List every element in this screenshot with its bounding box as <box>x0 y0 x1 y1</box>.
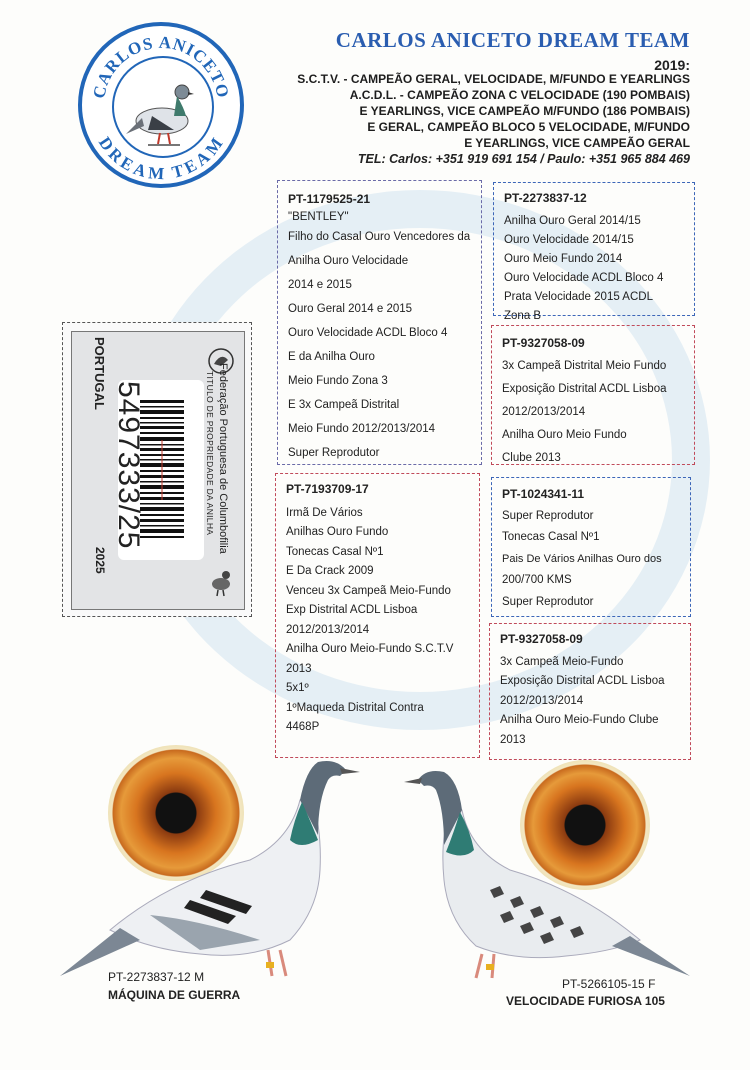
box-line: Ouro Velocidade ACDL Bloco 4 <box>288 327 448 339</box>
box-line: 3x Campeã Meio-Fundo <box>500 655 624 668</box>
male-name-caption: MÁQUINA DE GUERRA <box>108 988 241 1002</box>
box-line: E Da Crack 2009 <box>286 565 374 577</box>
card-country: PORTUGAL <box>92 337 107 410</box>
box-line: Tonecas Casal Nº1 <box>286 545 384 558</box>
box-line: Prata Velocidade 2015 ACDL <box>504 291 653 303</box>
box-line: Ouro Geral 2014 e 2015 <box>288 303 413 315</box>
female-name-caption: VELOCIDADE FURIOSA 105 <box>506 994 665 1008</box>
box-line: Zona B <box>504 310 542 322</box>
box-line: Exposição Distrital ACDL Lisboa <box>502 383 667 395</box>
logo-text-bottom: DREAM TEAM <box>94 133 228 184</box>
box-ring-number: PT-1179525-21 <box>288 192 371 206</box>
box-line: Meio Fundo 2012/2013/2014 <box>288 423 436 435</box>
pedigree-box-dam <box>275 473 480 758</box>
pedigree-box-granddam <box>491 325 695 465</box>
card-ring-number: 5497333/25 <box>112 381 145 550</box>
box-line: Anilha Ouro Velocidade <box>288 255 409 267</box>
card-title: TITULO DE PROPRIEDADE DA ANILHA <box>205 371 215 536</box>
box-line: Super Reprodutor <box>502 509 594 522</box>
logo-pigeon-icon <box>126 85 194 145</box>
box-line: Ouro Velocidade 2014/15 <box>504 234 634 246</box>
card-federation: Federação Portuguesa de Columbofilia <box>217 363 229 554</box>
header-year: 2019: <box>654 57 690 73</box>
box-line: 5x1º <box>286 682 309 694</box>
box-line: 2013 <box>500 733 526 746</box>
box-line: 2012/2013/2014 <box>286 623 370 636</box>
pedigree-box-sire <box>277 180 482 465</box>
box-line: E 3x Campeã Distrital <box>288 399 400 411</box>
box-line: Ouro Meio Fundo 2014 <box>504 253 623 265</box>
box-line: "BENTLEY" <box>288 211 349 223</box>
box-line: Super Reprodutor <box>502 595 594 608</box>
box-ring-number: PT-9327058-09 <box>502 336 585 350</box>
box-line: Filho do Casal Ouro Vencedores da <box>288 231 471 243</box>
achievement-line: E YEARLINGS, VICE CAMPEÃO M/FUNDO (186 POMBAIS) <box>359 104 690 118</box>
box-ring-number: PT-7193709-17 <box>286 482 369 496</box>
logo-emblem <box>82 26 240 184</box>
team-logo <box>78 22 244 188</box>
male-ring-caption: PT-2273837-12 M <box>108 970 205 984</box>
box-line: 1ºMaqueda Distrital Contra <box>286 701 424 714</box>
box-line: Pais De Vários Anilhas Ouro dos <box>502 552 662 565</box>
logo-text-top: CARLOS ANICETO <box>89 32 233 101</box>
box-line: Clube 2013 <box>502 452 561 464</box>
box-line: 3x Campeã Distrital Meio Fundo <box>502 360 667 372</box>
female-pigeon-illustration <box>404 771 690 978</box>
box-line: 200/700 KMS <box>502 574 572 586</box>
box-line: 4468P <box>286 721 320 733</box>
team-title: CARLOS ANICETO DREAM TEAM <box>335 28 690 52</box>
box-line: Anilhas Ouro Fundo <box>286 526 389 538</box>
box-line: Super Reprodutor <box>288 447 380 459</box>
box-line: 2012/2013/2014 <box>502 406 586 418</box>
box-line: Venceu 3x Campeã Meio-Fundo <box>286 584 451 597</box>
box-line: Anilha Ouro Meio Fundo <box>502 429 627 441</box>
box-line: 2014 e 2015 <box>288 279 352 291</box>
box-line: E da Anilha Ouro <box>288 351 375 363</box>
achievement-line: E GERAL, CAMPEÃO BLOCO 5 VELOCIDADE, M/FUNDO <box>367 120 690 134</box>
box-line: Tonecas Casal Nº1 <box>502 531 600 543</box>
box-ring-number: PT-2273837-12 <box>504 191 587 205</box>
female-ring-caption: PT-5266105-15 F <box>562 977 656 991</box>
box-line: Meio Fundo Zona 3 <box>288 375 388 387</box>
contact-phone: TEL: Carlos: +351 919 691 154 / Paulo: +351 965 884 469 <box>357 152 690 166</box>
achievement-line: S.C.T.V. - CAMPEÃO GERAL, VELOCIDADE, M/FUNDO E YEARLINGS <box>297 72 690 86</box>
achievement-line: E YEARLINGS, VICE CAMPEÃO GERAL <box>464 136 690 150</box>
svg-text:DREAM TEAM <box>95 133 227 183</box>
box-line: Irmã De Vários <box>286 506 363 519</box>
pedigree-box-granddam-sire <box>491 477 691 617</box>
pedigree-box-grandsire <box>493 182 695 322</box>
box-line: 2013 <box>286 662 312 675</box>
male-pigeon-illustration <box>60 761 360 976</box>
box-ring-number: PT-9327058-09 <box>500 632 583 646</box>
box-line: Exposição Distrital ACDL Lisboa <box>500 675 665 687</box>
box-line: Ouro Velocidade ACDL Bloco 4 <box>504 272 664 284</box>
achievement-line: A.C.D.L. - CAMPEÃO ZONA C VELOCIDADE (190 POMBAIS) <box>349 88 690 102</box>
box-line: Anilha Ouro Meio-Fundo S.C.T.V <box>286 643 454 655</box>
box-line: Anilha Ouro Geral 2014/15 <box>504 215 641 227</box>
pigeon-pair-image <box>0 740 750 1000</box>
box-line: Exp Distrital ACDL Lisboa <box>286 604 418 616</box>
svg-text:CARLOS ANICETO <box>89 33 233 100</box>
card-year: 2025 <box>93 547 107 574</box>
box-line: Anilha Ouro Meio-Fundo Clube <box>500 714 659 726</box>
box-line: 2012/2013/2014 <box>500 694 584 707</box>
ring-ownership-card <box>62 322 252 617</box>
pigeon-seal-icon <box>206 564 236 598</box>
box-ring-number: PT-1024341-11 <box>502 487 585 501</box>
